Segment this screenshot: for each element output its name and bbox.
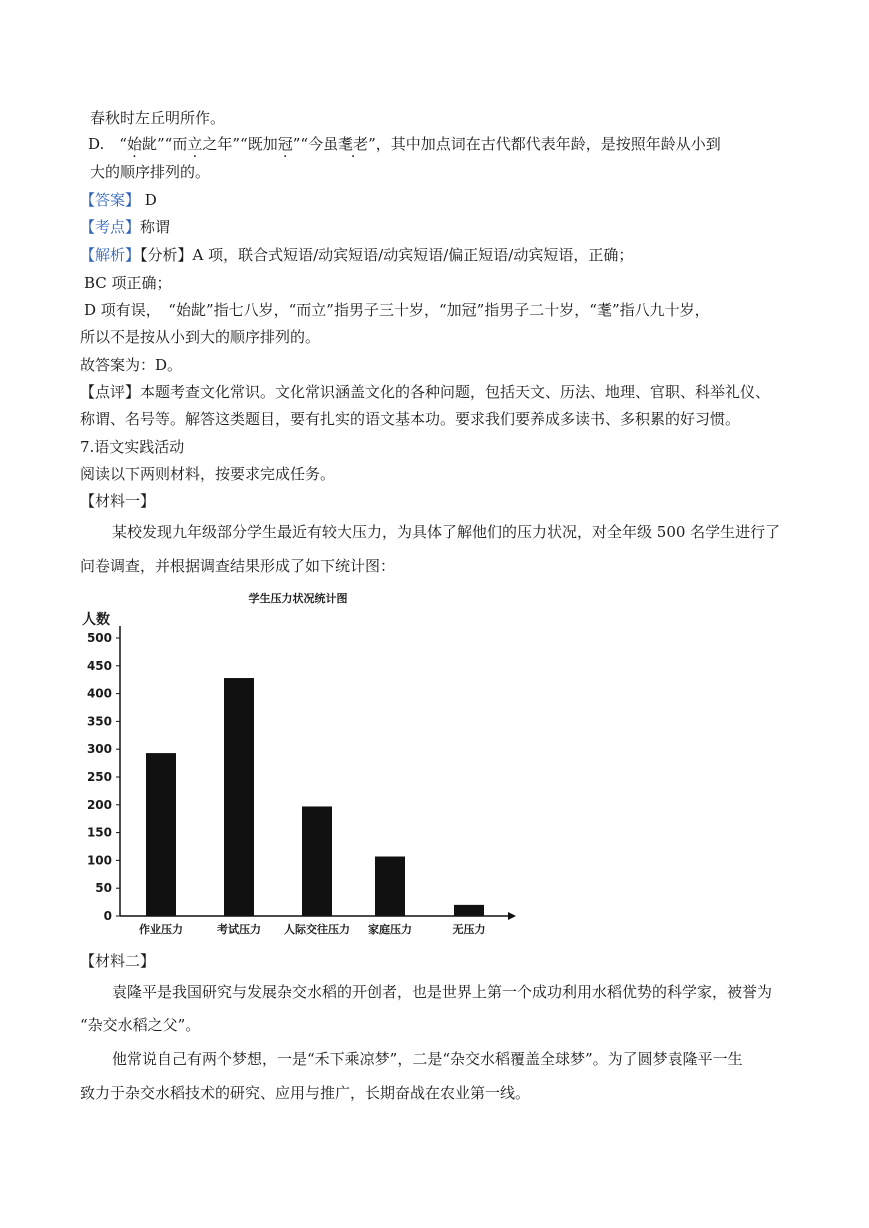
text-line: D 项有误， “始龀”指七八岁，“而立”指男子三十岁，“加冠”指男子二十岁，“耄”指八九十岁， [84,301,710,319]
option-d-prefix: D. “ [88,135,127,153]
stress-bar-chart [80,588,520,948]
option-d-line [88,134,721,154]
x-tick-label: 作业压力 [139,923,183,936]
text-line: 问卷调查，并根据调查结果形成了如下统计图： [80,557,396,575]
chart-svg [80,588,520,948]
x-tick-label: 家庭压力 [368,923,412,936]
text-line: 【点评】本题考查文化常识。文化常识涵盖文化的各种问题，包括天文、历法、地理、官职、科举礼仪、 [80,383,771,401]
text-line: 故答案为：D。 [80,356,183,374]
y-tick-label: 200 [86,797,112,812]
text-line: BC 项正确； [84,274,172,292]
y-tick-label: 250 [86,770,112,784]
bar-4 [454,905,484,916]
y-tick-label: 500 [86,631,112,645]
text-line: 称谓、名号等。解答这类题目，要有扎实的语文基本功。要求我们要养成多读书、多积累的好习惯。 [80,410,741,428]
y-axis-label: 人数 [82,612,110,628]
x-tick-label: 无压力 [452,923,486,936]
text-span: ”“今虽 [292,135,339,153]
x-axis-arrow [508,912,516,920]
text-span: 之年”“ [202,135,248,153]
keypoint-value: 称谓 [140,218,171,236]
dotted-char: 始 [126,135,142,153]
analysis-tag: 【解析】 [80,246,141,264]
text-span: ”“ [156,135,173,153]
answer-value: D [140,191,157,209]
bar-2 [302,806,332,916]
text-line: 他常说自己有两个梦想，一是“禾下乘凉梦”，二是“杂交水稻覆盖全球梦”。为了圆梦袁隆平一生 [112,1050,743,1068]
dotted-word: 耄老 [338,135,369,153]
text-line: 阅读以下两则材料，按要求完成任务。 [80,465,336,483]
material-two-heading: 【材料二】 [80,952,156,970]
keypoint-tag: 【考点】 [80,218,141,236]
y-tick-label: 350 [86,714,112,729]
question-heading: 7.语文实践活动 [80,438,185,456]
text-span: ”，其中加点词在古代都代表年龄，是按照年龄从小到 [368,135,721,153]
y-tick-label: 150 [86,825,112,840]
text-line: 致力于杂交水稻技术的研究、应用与推广，长期奋战在农业第一线。 [80,1084,531,1102]
bar-1 [224,678,254,916]
text-line: “杂交水稻之父”。 [80,1016,201,1034]
y-tick-label: 300 [86,742,112,757]
text-line: 某校发现九年级部分学生最近有较大压力，为具体了解他们的压力状况，对全年级 500 名学生进行了 [112,523,781,541]
text-span: 龀 [141,135,157,153]
bar-0 [146,753,176,916]
text-span: 而 [172,135,188,153]
dotted-char: 冠 [277,135,293,153]
bar-3 [375,857,405,916]
text-line: 春秋时左丘明所作。 [90,109,226,127]
chart-title: 学生压力状况统计图 [248,592,348,605]
answer-tag: 【答案】 [80,191,141,209]
text-span: 既 [247,135,263,153]
text-line: 袁隆平是我国研究与发展杂交水稻的开创者，也是世界上第一个成功利用水稻优势的科学家，被誉为 [112,983,773,1001]
y-tick-label: 50 [95,881,112,896]
dotted-char: 立 [187,135,203,153]
answer-line [80,190,157,210]
text-span: 加 [262,135,278,153]
x-tick-label: 人际交往压力 [284,923,350,936]
x-tick-label: 考试压力 [217,923,261,936]
text-line: 所以不是按从小到大的顺序排列的。 [80,328,321,346]
y-tick-label: 450 [86,658,112,673]
keypoint-line [80,217,170,237]
y-tick-label: 400 [86,686,112,701]
y-tick-label: 100 [86,853,112,868]
text-line: 大的顺序排列的。 [90,163,211,181]
y-tick-label: 0 [103,909,112,923]
analysis-value: 【分析】A 项，联合式短语/动宾短语/动宾短语/偏正短语/动宾短语，正确； [140,246,634,264]
analysis-line [80,245,633,265]
material-one-heading: 【材料一】 [80,492,156,510]
